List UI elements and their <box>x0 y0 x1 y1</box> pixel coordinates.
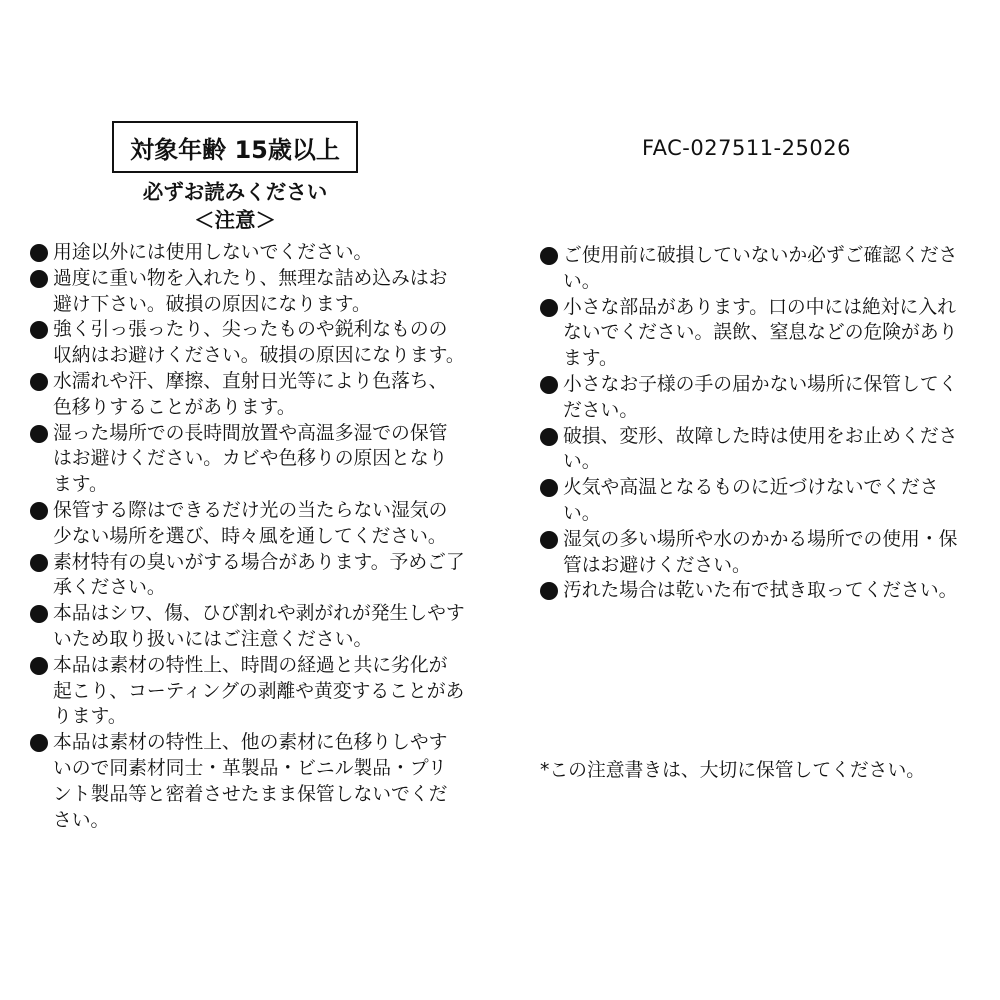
caution-item-text: 湿気の多い場所や水のかかる場所での使用・保管はお避けください。 <box>563 528 958 576</box>
bullet-icon <box>540 247 558 265</box>
caution-item-text: 汚れた場合は乾いた布で拭き取ってください。 <box>563 580 958 602</box>
caution-list-left <box>30 240 465 833</box>
heading-caution: ＜注意＞ <box>194 208 276 232</box>
notice-heading <box>112 178 358 234</box>
bullet-icon <box>30 605 48 623</box>
caution-item <box>540 295 970 372</box>
bullet-icon <box>30 554 48 572</box>
caution-item-text: 本品はシワ、傷、ひび割れや剥がれが発生しやすいため取り扱いにはご注意ください。 <box>53 603 465 650</box>
bullet-icon <box>30 321 48 339</box>
caution-item-text: 用途以外には使用しないでください。 <box>53 242 373 263</box>
caution-item-text: 素材特有の臭いがする場合があります。予めご了承ください。 <box>53 551 465 599</box>
caution-item-text: 小さなお子様の手の届かない場所に保管してください。 <box>563 373 958 421</box>
caution-item-text: 過度に重い物を入れたり、無理な詰め込みはお避け下さい。破損の原因になります。 <box>53 267 448 315</box>
bullet-icon <box>30 657 48 675</box>
bullet-icon <box>540 299 558 317</box>
caution-item <box>30 601 465 653</box>
bullet-icon <box>30 244 48 262</box>
caution-list-right <box>540 243 970 604</box>
product-code: FAC-027511-25026 <box>642 136 851 160</box>
caution-item <box>30 730 465 833</box>
bullet-icon <box>540 376 558 394</box>
caution-item <box>30 421 465 498</box>
caution-item-text: 破損、変形、故障した時は使用をお止めください。 <box>563 425 958 473</box>
caution-item <box>540 372 970 424</box>
bullet-icon <box>30 425 48 443</box>
caution-item-text: ご使用前に破損していないか必ずご確認ください。 <box>563 245 958 292</box>
age-notice-box <box>112 121 358 173</box>
caution-item-text: 本品は素材の特性上、時間の経過と共に劣化が起こり、コーティングの剥離や黄変することがあります。 <box>53 654 465 728</box>
caution-item <box>540 243 970 295</box>
bullet-icon <box>30 373 48 391</box>
caution-item-text: 保管する際はできるだけ光の当たらない湿気の少ない場所を選び、時々風を通してください。 <box>53 499 448 547</box>
caution-item <box>30 317 465 369</box>
caution-item <box>30 266 465 318</box>
bullet-icon <box>540 582 558 600</box>
caution-item-text: 水濡れや汗、摩擦、直射日光等により色落ち、色移りすることがあります。 <box>53 370 448 418</box>
footnote: *この注意書きは、大切に保管してください。 <box>540 760 926 781</box>
caution-item-text: 小さな部品があります。口の中には絶対に入れないでください。誤飲、窒息などの危険があります。 <box>563 296 958 370</box>
caution-item-text: 湿った場所での長時間放置や高温多湿での保管はお避けください。カビや色移りの原因となります。 <box>53 422 448 496</box>
caution-item-text: 火気や高温となるものに近づけないでください。 <box>563 477 939 524</box>
caution-item <box>540 527 970 579</box>
bullet-icon <box>540 479 558 497</box>
caution-item <box>30 498 465 550</box>
caution-item <box>30 550 465 602</box>
caution-item <box>30 369 465 421</box>
bullet-icon <box>30 270 48 288</box>
bullet-icon <box>540 531 558 549</box>
caution-item-text: 強く引っ張ったり、尖ったものや鋭利なものの収納はお避けください。破損の原因になります。 <box>53 319 465 367</box>
caution-item <box>540 578 970 604</box>
heading-read-carefully: 必ずお読みください <box>142 180 328 204</box>
age-notice-text: 対象年齢 15歳以上 <box>130 135 340 164</box>
bullet-icon <box>30 734 48 752</box>
caution-item <box>30 653 465 730</box>
caution-item <box>540 475 970 527</box>
bullet-icon <box>30 502 48 520</box>
caution-item-text: 本品は素材の特性上、他の素材に色移りしやすいので同素材同士・革製品・ビニル製品・プリント製品等と密着させたまま保管しないでください。 <box>53 732 448 831</box>
caution-item <box>540 424 970 476</box>
bullet-icon <box>540 428 558 446</box>
caution-item <box>30 240 465 266</box>
